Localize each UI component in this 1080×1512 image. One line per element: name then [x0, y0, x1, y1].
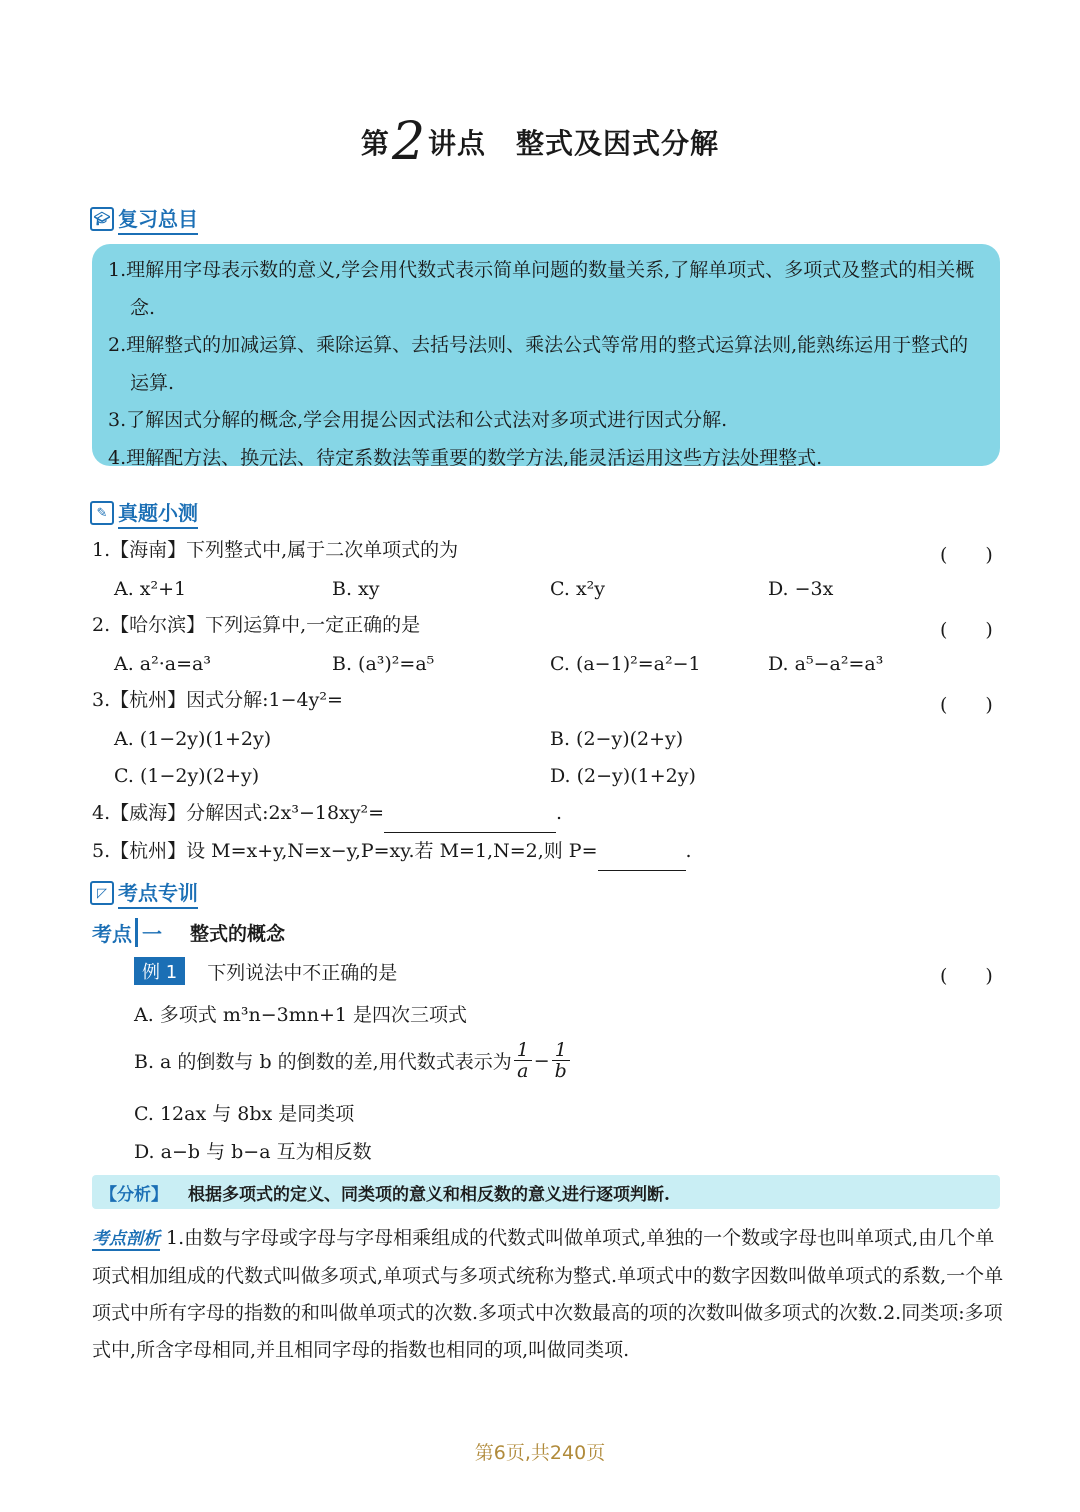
q4-stem: 4.【威海】分解因式:2x³−18xy²= [92, 802, 385, 824]
q1-option-b: B. xy [332, 578, 380, 600]
quiz-heading-text: 真题小测 [118, 497, 198, 529]
option-b-text: B. a 的倒数与 b 的倒数的差,用代数式表示为 [134, 1051, 512, 1073]
q2-option-a: A. a²·a=a³ [114, 653, 211, 675]
example-option-c: C. 12ax 与 8bx 是同类项 [134, 1103, 355, 1125]
frac-num: 1 [514, 1040, 532, 1061]
review-item: 3.了解因式分解的概念,学会用提公因式法和公式法对多项式进行因式分解. [108, 409, 728, 431]
review-heading [90, 203, 198, 235]
q3-option-d: D. (2−y)(1+2y) [550, 765, 696, 787]
example-1 [134, 957, 397, 985]
review-item: 2.理解整式的加减运算、乘除运算、去括号法则、乘法公式等常用的整式运算法则,能熟练运用于整式的运算. [108, 334, 969, 394]
q5-end: . [685, 840, 692, 862]
title-main: 整式及因式分解 [516, 127, 720, 160]
minus-sign: − [533, 1049, 550, 1072]
page-footer: 第6页,共240页 [474, 1442, 606, 1464]
analysis-paragraph: 1.由数与字母或字母与字母相乘组成的代数式叫做单项式,单独的一个数或字母也叫单项式,由几个单项式相加组成的代数式叫做多项式,单项式与多项式统称为整式.单项式中的数字因数叫做单项式的系数,一个单项式中所有字母的指数的和叫做单项式的次数.多项式中次数最高的项的次数叫做多项式的次数.2.同类项:多项式中,所含字母相同,并且相同字母的指数也相同的项,叫做同类项. [92, 1227, 1004, 1361]
question-5 [92, 833, 692, 871]
q3-option-c: C. (1−2y)(2+y) [114, 765, 260, 787]
question-4 [92, 795, 562, 833]
q4-end: . [556, 802, 563, 824]
example-option-b [134, 1040, 572, 1081]
graduation-cap-icon: 🎓︎ [90, 207, 114, 231]
answer-blank[interactable] [384, 795, 556, 833]
q2-option-c: C. (a−1)²=a²−1 [550, 653, 701, 675]
kaodian-title: 整式的概念 [190, 923, 286, 945]
fraction [552, 1040, 570, 1081]
frac-num: 1 [552, 1040, 570, 1061]
review-heading-text: 复习总目 [118, 203, 198, 235]
title-pre: 第 [360, 127, 390, 160]
kaodian-analysis [92, 1220, 1004, 1369]
question-2: 2.【哈尔滨】下列运算中,一定正确的是 [92, 614, 421, 636]
q3-option-a: A. (1−2y)(1+2y) [114, 728, 272, 750]
q3-option-b: B. (2−y)(2+y) [550, 728, 684, 750]
example-stem: 下列说法中不正确的是 [207, 961, 398, 984]
analysis-tag: 【分析】 [100, 1184, 168, 1205]
ruler-triangle-icon: ◸ [90, 881, 114, 905]
analysis-bar [92, 1175, 1000, 1209]
analysis-label: 考点剖析 [92, 1229, 160, 1249]
answer-paren: ( ) [940, 544, 993, 566]
answer-paren: ( ) [940, 694, 993, 716]
question-1: 1.【海南】下列整式中,属于二次单项式的为 [92, 539, 459, 561]
title-number: 2 [391, 112, 427, 172]
example-badge: 例 1 [134, 957, 185, 985]
review-item: 4.理解配方法、换元法、待定系数法等重要的数学方法,能灵活运用这些方法处理整式. [108, 446, 823, 469]
frac-den: b [554, 1060, 567, 1082]
fraction [514, 1040, 532, 1081]
quiz-heading [90, 497, 198, 529]
q1-option-d: D. −3x [768, 578, 834, 600]
example-option-a: A. 多项式 m³n−3mn+1 是四次三项式 [134, 1004, 468, 1026]
training-heading-text: 考点专训 [118, 877, 198, 909]
title-post: 讲点 [428, 127, 487, 160]
frac-den: a [517, 1060, 529, 1082]
example-option-d: D. a−b 与 b−a 互为相反数 [134, 1141, 372, 1163]
kaodian-header [92, 918, 285, 947]
analysis-text: 根据多项式的定义、同类项的意义和相反数的意义进行逐项判断. [188, 1184, 670, 1205]
training-heading [90, 877, 198, 909]
review-box [92, 244, 1000, 469]
kaodian-label: 考点 [92, 922, 132, 946]
q5-stem: 5.【杭州】设 M=x+y,N=x−y,P=xy.若 M=1,N=2,则 P= [92, 840, 598, 862]
kaodian-number: 一 [135, 918, 162, 947]
answer-paren: ( ) [940, 619, 993, 641]
q1-option-c: C. x²y [550, 578, 606, 600]
q2-option-b: B. (a³)²=a⁵ [332, 653, 435, 675]
q1-option-a: A. x²+1 [114, 578, 187, 600]
review-item: 1.理解用字母表示数的意义,学会用代数式表示简单问题的数量关系,了解单项式、多项式及整式的相关概念. [108, 259, 975, 319]
page-title [0, 112, 1080, 172]
question-3: 3.【杭州】因式分解:1−4y²= [92, 689, 343, 711]
q2-option-d: D. a⁵−a²=a³ [768, 653, 884, 675]
pencil-icon: ✎ [90, 501, 114, 525]
answer-blank[interactable] [598, 833, 686, 871]
answer-paren: ( ) [940, 965, 993, 987]
